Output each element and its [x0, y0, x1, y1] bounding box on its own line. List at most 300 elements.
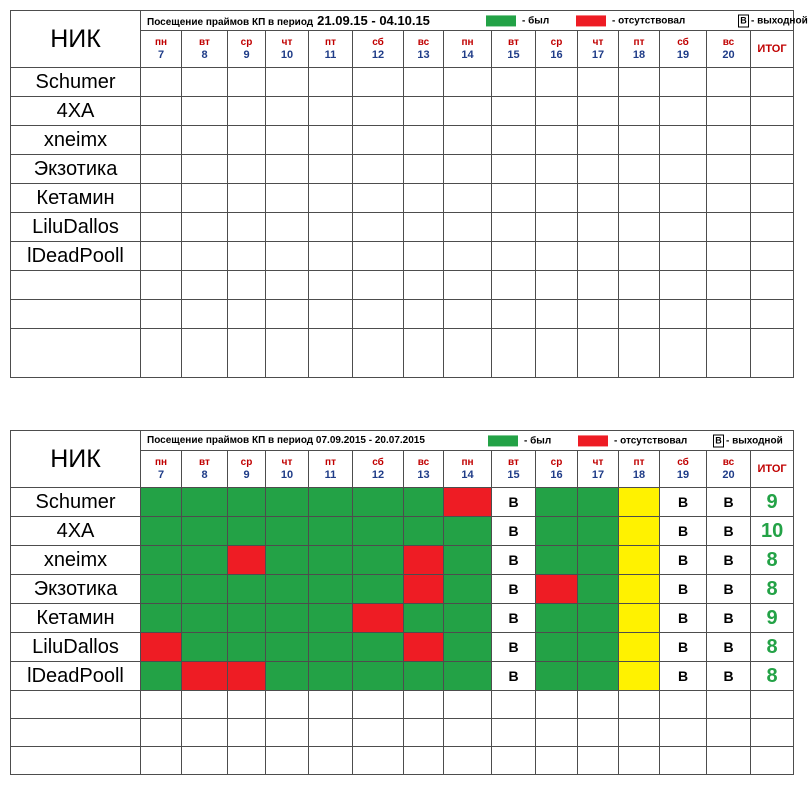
attendance-cell — [619, 300, 660, 329]
day-header — [266, 451, 309, 488]
day-number: 11 — [324, 469, 337, 481]
itog-header: ИТОГ — [751, 451, 794, 488]
attendance-cell — [266, 300, 309, 329]
day-name: вт — [199, 457, 210, 468]
attendance-cell — [578, 271, 619, 300]
attendance-cell — [141, 719, 182, 747]
status-absent-cell — [536, 575, 578, 604]
player-name: lDeadPooll — [11, 242, 141, 271]
status-was-cell — [309, 546, 353, 575]
day-name: вс — [417, 457, 430, 468]
attendance-cell — [228, 242, 266, 271]
day-name: пн — [154, 457, 168, 468]
status-day-off-cell: B — [707, 546, 751, 575]
attendance-cell — [660, 184, 707, 213]
status-was-cell — [309, 633, 353, 662]
legend-was — [486, 15, 549, 26]
attendance-cell — [751, 719, 794, 747]
attendance-cell — [353, 300, 404, 329]
day-number: 12 — [371, 469, 385, 481]
attendance-cell — [309, 691, 353, 719]
row-total: 8 — [751, 662, 794, 691]
day-header — [404, 451, 444, 488]
attendance-cell — [578, 329, 619, 378]
day-number: 16 — [550, 49, 563, 61]
attendance-cell — [444, 271, 492, 300]
player-name: 4XA — [11, 517, 141, 546]
attendance-cell — [309, 97, 353, 126]
day-number: 15 — [507, 469, 520, 481]
attendance-cell — [578, 184, 619, 213]
attendance-cell — [578, 126, 619, 155]
day-header — [353, 451, 404, 488]
legend-day-off-label: - выходной — [726, 435, 783, 447]
status-day-off-cell: B — [707, 488, 751, 517]
status-was-cell — [309, 517, 353, 546]
status-was-cell — [182, 575, 228, 604]
attendance-cell — [619, 68, 660, 97]
day-number: 20 — [722, 49, 735, 61]
attendance-cell — [404, 68, 444, 97]
day-header — [444, 31, 492, 68]
day-name: пт — [325, 37, 336, 48]
legend-was-swatch — [486, 15, 516, 26]
player-name — [11, 329, 141, 378]
player-name: Schumer — [11, 68, 141, 97]
attendance-cell — [141, 300, 182, 329]
day-number: 14 — [461, 469, 474, 481]
day-number: 7 — [157, 49, 165, 61]
status-absent-cell — [404, 546, 444, 575]
attendance-cell — [309, 329, 353, 378]
attendance-cell — [404, 213, 444, 242]
status-was-cell — [536, 546, 578, 575]
status-day-off-cell: B — [707, 662, 751, 691]
day-name: пн — [154, 37, 168, 48]
status-unmarked-cell — [619, 662, 660, 691]
attendance-cell — [182, 97, 228, 126]
status-was-cell — [353, 546, 404, 575]
nik-header: НИК — [11, 431, 141, 488]
attendance-cell — [228, 97, 266, 126]
table-row — [11, 97, 794, 126]
attendance-cell — [444, 126, 492, 155]
table-row — [11, 126, 794, 155]
attendance-cell — [141, 97, 182, 126]
attendance-cell — [309, 68, 353, 97]
attendance-cell — [707, 300, 751, 329]
attendance-cell — [404, 300, 444, 329]
attendance-cell — [444, 329, 492, 378]
table-row — [11, 575, 794, 604]
day-name: вс — [722, 457, 735, 468]
status-day-off-cell: B — [492, 604, 536, 633]
attendance-cell — [309, 242, 353, 271]
attendance-cell — [444, 213, 492, 242]
status-unmarked-cell — [619, 575, 660, 604]
day-header — [619, 451, 660, 488]
attendance-cell — [660, 747, 707, 775]
day-header — [444, 451, 492, 488]
status-was-cell — [228, 517, 266, 546]
attendance-cell — [404, 719, 444, 747]
attendance-cell — [141, 126, 182, 155]
day-header — [141, 451, 182, 488]
attendance-cell — [707, 691, 751, 719]
attendance-cell — [536, 213, 578, 242]
status-was-cell — [141, 575, 182, 604]
day-number: 9 — [243, 469, 250, 481]
attendance-cell — [228, 126, 266, 155]
player-name: Кетамин — [11, 604, 141, 633]
status-unmarked-cell — [619, 633, 660, 662]
attendance-cell — [228, 68, 266, 97]
status-day-off-cell: B — [492, 517, 536, 546]
status-was-cell — [266, 517, 309, 546]
attendance-cell — [444, 242, 492, 271]
day-name: вс — [417, 37, 430, 48]
status-was-cell — [266, 546, 309, 575]
player-name: Кетамин — [11, 184, 141, 213]
attendance-cell — [404, 126, 444, 155]
attendance-cell — [619, 213, 660, 242]
attendance-cell — [353, 97, 404, 126]
day-name: пт — [633, 37, 645, 48]
period-title-prefix: Посещение праймов КП в период — [147, 17, 314, 28]
attendance-cell — [353, 691, 404, 719]
attendance-cell — [309, 719, 353, 747]
attendance-cell — [751, 242, 794, 271]
attendance-cell — [660, 300, 707, 329]
status-was-cell — [141, 488, 182, 517]
status-was-cell — [228, 575, 266, 604]
attendance-cell — [660, 271, 707, 300]
legend-was-label: - был — [522, 15, 550, 27]
table-row — [11, 633, 794, 662]
table-row — [11, 546, 794, 575]
attendance-cell — [353, 271, 404, 300]
attendance-cell — [619, 747, 660, 775]
day-name: сб — [677, 457, 689, 468]
status-day-off-cell: B — [660, 546, 707, 575]
status-absent-cell — [404, 633, 444, 662]
attendance-cell — [309, 126, 353, 155]
day-number: 17 — [591, 469, 605, 481]
status-was-cell — [578, 517, 619, 546]
status-was-cell — [578, 604, 619, 633]
attendance-cell — [228, 747, 266, 775]
period-dates: 21.09.15 - 04.10.15 — [317, 13, 430, 28]
day-header — [228, 451, 266, 488]
day-header — [619, 31, 660, 68]
attendance-cell — [353, 184, 404, 213]
status-unmarked-cell — [619, 604, 660, 633]
status-was-cell — [182, 488, 228, 517]
legend-absent — [576, 15, 685, 26]
day-number: 9 — [243, 49, 250, 61]
day-name: чт — [592, 37, 604, 48]
attendance-cell — [536, 68, 578, 97]
status-day-off-cell: B — [660, 662, 707, 691]
day-header — [660, 31, 707, 68]
attendance-cell — [578, 68, 619, 97]
player-name: LiluDallos — [11, 633, 141, 662]
attendance-cell — [266, 126, 309, 155]
attendance-cell — [266, 68, 309, 97]
attendance-cell — [444, 719, 492, 747]
day-header — [404, 31, 444, 68]
status-day-off-cell: B — [492, 662, 536, 691]
day-number: 18 — [632, 469, 646, 481]
table-row — [11, 271, 794, 300]
day-name: ср — [240, 37, 253, 48]
table-row — [11, 691, 794, 719]
player-name: xneimx — [11, 546, 141, 575]
day-number: 13 — [417, 49, 430, 61]
table-row — [11, 213, 794, 242]
day-name: пт — [633, 457, 645, 468]
row-total: 8 — [751, 633, 794, 662]
attendance-cell — [228, 155, 266, 184]
attendance-cell — [141, 242, 182, 271]
attendance-cell — [444, 747, 492, 775]
attendance-cell — [707, 155, 751, 184]
attendance-cell — [619, 719, 660, 747]
attendance-cell — [660, 68, 707, 97]
day-number: 15 — [507, 49, 520, 61]
row-total: 9 — [751, 604, 794, 633]
player-name — [11, 747, 141, 775]
attendance-cell — [707, 97, 751, 126]
attendance-cell — [228, 271, 266, 300]
day-name: вт — [199, 37, 210, 48]
status-was-cell — [309, 604, 353, 633]
attendance-cell — [660, 97, 707, 126]
attendance-cell — [309, 747, 353, 775]
attendance-cell — [578, 719, 619, 747]
day-name: вт — [508, 37, 519, 48]
day-name: вс — [722, 37, 735, 48]
attendance-cell — [141, 213, 182, 242]
attendance-cell — [536, 300, 578, 329]
legend-was — [488, 435, 551, 446]
attendance-cell — [751, 97, 794, 126]
attendance-cell — [182, 747, 228, 775]
day-header — [353, 31, 404, 68]
day-number: 14 — [461, 49, 474, 61]
attendance-cell — [660, 213, 707, 242]
day-number: 8 — [201, 49, 208, 61]
attendance-cell — [141, 691, 182, 719]
status-day-off-cell: B — [660, 517, 707, 546]
table-row — [11, 604, 794, 633]
status-was-cell — [353, 662, 404, 691]
status-day-off-cell: B — [660, 633, 707, 662]
status-was-cell — [353, 488, 404, 517]
status-was-cell — [266, 633, 309, 662]
attendance-cell — [707, 329, 751, 378]
attendance-cell — [444, 68, 492, 97]
status-was-cell — [444, 575, 492, 604]
day-name: ср — [240, 457, 253, 468]
attendance-cell — [660, 242, 707, 271]
attendance-cell — [492, 184, 536, 213]
player-name: Schumer — [11, 488, 141, 517]
table-row — [11, 517, 794, 546]
status-was-cell — [182, 517, 228, 546]
attendance-cell — [182, 213, 228, 242]
legend-was-swatch — [488, 435, 518, 446]
status-was-cell — [536, 488, 578, 517]
attendance-cell — [707, 271, 751, 300]
attendance-cell — [182, 68, 228, 97]
attendance-cell — [228, 691, 266, 719]
attendance-cell — [404, 184, 444, 213]
status-was-cell — [266, 662, 309, 691]
status-day-off-cell: B — [660, 604, 707, 633]
attendance-table-top — [10, 10, 808, 378]
status-was-cell — [182, 633, 228, 662]
status-day-off-cell: B — [707, 517, 751, 546]
table-row — [11, 747, 794, 775]
attendance-cell — [492, 68, 536, 97]
status-absent-cell — [404, 575, 444, 604]
player-name — [11, 300, 141, 329]
day-header — [578, 31, 619, 68]
table-row — [11, 488, 794, 517]
day-name: чт — [281, 37, 293, 48]
table-row — [11, 242, 794, 271]
status-was-cell — [536, 633, 578, 662]
attendance-cell — [751, 691, 794, 719]
status-was-cell — [182, 604, 228, 633]
table-row — [11, 184, 794, 213]
attendance-cell — [444, 97, 492, 126]
status-was-cell — [228, 488, 266, 517]
status-was-cell — [404, 604, 444, 633]
attendance-cell — [353, 213, 404, 242]
player-name: Экзотика — [11, 155, 141, 184]
day-name: пт — [325, 457, 336, 468]
day-header — [707, 451, 751, 488]
row-total: 8 — [751, 546, 794, 575]
attendance-cell — [182, 184, 228, 213]
attendance-cell — [536, 97, 578, 126]
attendance-cell — [536, 184, 578, 213]
attendance-cell — [492, 719, 536, 747]
status-was-cell — [266, 575, 309, 604]
attendance-cell — [578, 747, 619, 775]
legend-absent-swatch — [576, 15, 606, 26]
attendance-cell — [404, 691, 444, 719]
status-day-off-cell: B — [492, 575, 536, 604]
attendance-cell — [536, 691, 578, 719]
day-number: 8 — [201, 469, 208, 481]
attendance-cell — [353, 747, 404, 775]
attendance-cell — [141, 68, 182, 97]
status-was-cell — [353, 517, 404, 546]
attendance-cell — [353, 329, 404, 378]
period-title-text: Посещение праймов КП в период 07.09.2015 - 20.07.2015 — [147, 435, 425, 446]
attendance-cell — [309, 213, 353, 242]
attendance-cell — [619, 126, 660, 155]
status-was-cell — [578, 633, 619, 662]
status-day-off-cell: B — [492, 488, 536, 517]
table-row — [11, 329, 794, 378]
attendance-cell — [266, 155, 309, 184]
status-was-cell — [309, 575, 353, 604]
day-header — [492, 451, 536, 488]
day-header — [266, 31, 309, 68]
attendance-cell — [492, 747, 536, 775]
attendance-cell — [353, 126, 404, 155]
attendance-cell — [228, 300, 266, 329]
nik-header: НИК — [11, 11, 141, 68]
attendance-cell — [266, 691, 309, 719]
day-header — [182, 451, 228, 488]
attendance-cell — [536, 242, 578, 271]
attendance-cell — [309, 300, 353, 329]
attendance-cell — [404, 329, 444, 378]
attendance-cell — [660, 719, 707, 747]
attendance-cell — [751, 213, 794, 242]
attendance-cell — [141, 747, 182, 775]
attendance-cell — [228, 719, 266, 747]
status-day-off-cell: B — [492, 633, 536, 662]
attendance-cell — [182, 242, 228, 271]
day-header — [578, 451, 619, 488]
status-day-off-cell: B — [660, 575, 707, 604]
attendance-cell — [619, 691, 660, 719]
attendance-cell — [751, 184, 794, 213]
attendance-cell — [182, 691, 228, 719]
player-name — [11, 691, 141, 719]
attendance-cell — [619, 271, 660, 300]
status-was-cell — [444, 633, 492, 662]
attendance-cell — [492, 329, 536, 378]
status-unmarked-cell — [619, 488, 660, 517]
status-was-cell — [444, 517, 492, 546]
status-was-cell — [266, 488, 309, 517]
attendance-table-bottom — [10, 430, 794, 775]
attendance-cell — [404, 242, 444, 271]
legend-day-off-label: - выходной — [751, 15, 808, 27]
player-name — [11, 271, 141, 300]
attendance-cell — [228, 329, 266, 378]
table-row — [11, 155, 794, 184]
attendance-cell — [619, 242, 660, 271]
attendance-cell — [536, 747, 578, 775]
player-name: xneimx — [11, 126, 141, 155]
itog-header: ИТОГ — [751, 31, 794, 68]
status-was-cell — [266, 604, 309, 633]
attendance-cell — [536, 271, 578, 300]
attendance-cell — [141, 184, 182, 213]
day-number: 12 — [371, 49, 385, 61]
attendance-cell — [751, 271, 794, 300]
attendance-cell — [266, 242, 309, 271]
attendance-cell — [707, 68, 751, 97]
day-name: сб — [372, 457, 384, 468]
attendance-cell — [309, 184, 353, 213]
attendance-cell — [492, 126, 536, 155]
status-absent-cell — [228, 662, 266, 691]
attendance-cell — [404, 155, 444, 184]
attendance-cell — [536, 126, 578, 155]
attendance-cell — [182, 329, 228, 378]
attendance-cell — [182, 719, 228, 747]
attendance-cell — [536, 719, 578, 747]
